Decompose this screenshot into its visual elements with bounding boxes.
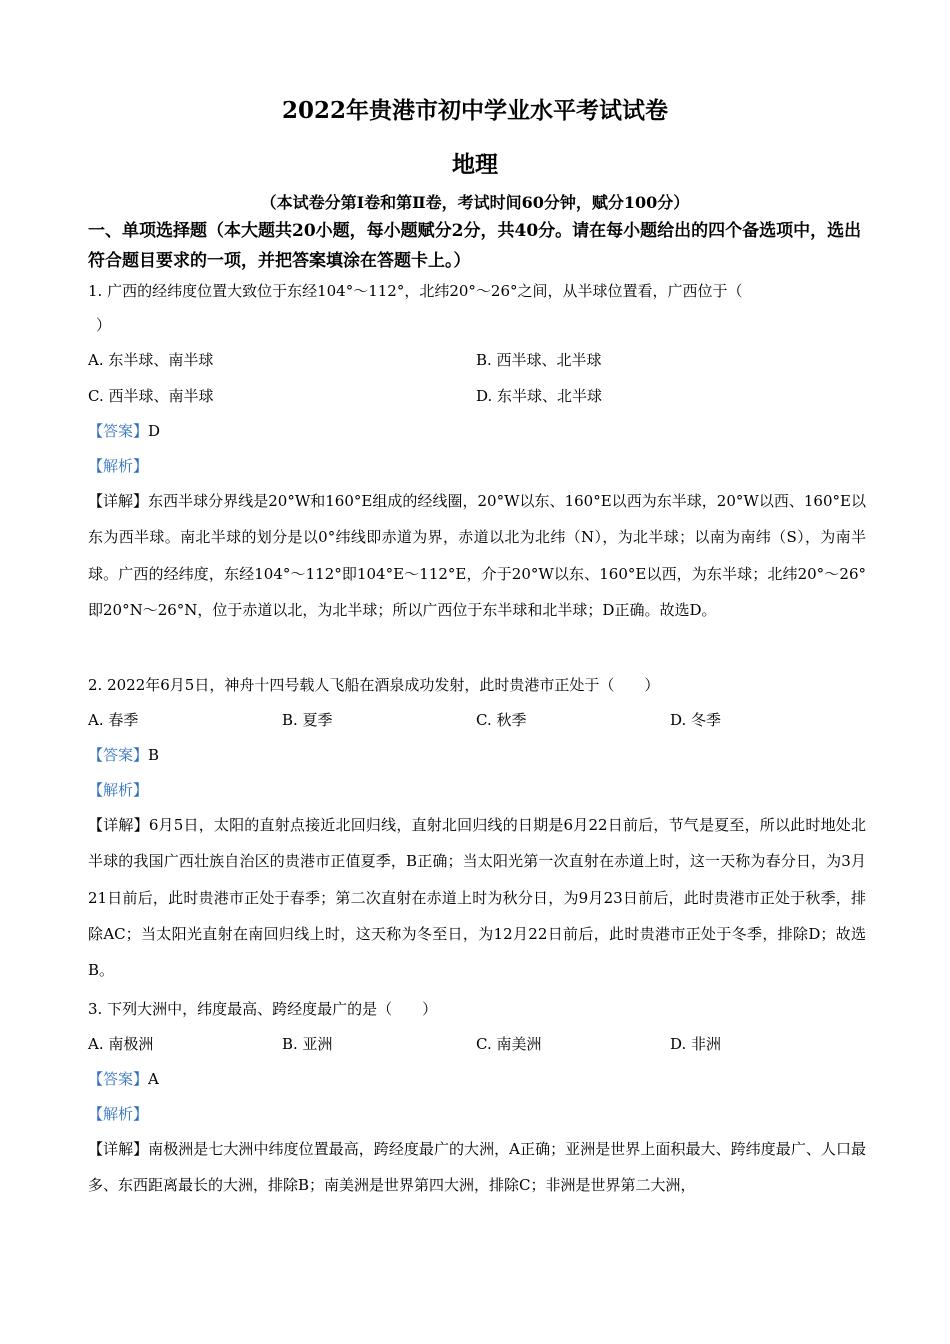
exam-title: 2022年贵港市初中学业水平考试试卷: [281, 97, 668, 124]
analysis-label: 【解析】: [88, 781, 149, 799]
q1-answer: [88, 421, 160, 441]
q2-answer: [88, 745, 159, 765]
q1-option-a: A. 东半球、南半球: [88, 351, 214, 369]
q2-answer-value: B: [148, 746, 160, 764]
detail-label: 【详解】: [88, 816, 149, 834]
q3-answer: [88, 1069, 159, 1089]
q3-stem: 3. 下列大洲中，纬度最高、跨经度最广的是（ ）: [88, 1000, 438, 1018]
answer-label: 【答案】: [88, 422, 149, 440]
q3-option-b: B. 亚洲: [282, 1035, 333, 1053]
answer-label: 【答案】: [88, 1070, 149, 1088]
q1-detail-text: 东西半球分界线是20°W和160°E组成的经线圈，20°W以东、160°E以西为东半球，20°W以西、160°E以东为西半球。南北半球的划分是以0°纬线即赤道为界，赤道以北为北纬（N），为北半球；以南为南纬（S），为南半球。广西的经纬度，东经104°～112°即104°E～112°E，介于20°W以东、160°E以西，为东半球；北纬20°～26°即20°N～26°N，位于赤道以北，为北半球；所以广西位于东半球和北半球；D正确。故选D。: [88, 492, 866, 619]
q1-option-b: B. 西半球、北半球: [476, 351, 602, 369]
detail-label: 【详解】: [88, 492, 149, 510]
q2-analysis: [88, 780, 148, 800]
q1-stem-close: ）: [96, 316, 112, 334]
q1-analysis: [88, 456, 148, 476]
q2-option-d: D. 冬季: [670, 711, 722, 729]
q2-detail: [88, 807, 866, 988]
q2-option-a: A. 春季: [88, 711, 139, 729]
analysis-label: 【解析】: [88, 1105, 149, 1123]
q2-option-b: B. 夏季: [282, 711, 333, 729]
subject-title: 地理: [452, 151, 498, 178]
q1-option-d: D. 东半球、北半球: [476, 387, 603, 405]
q1-answer-value: D: [148, 422, 161, 440]
q1-stem: 1. 广西的经纬度位置大致位于东经104°～112°，北纬20°～26°之间，从半球位置看，广西位于（: [88, 282, 743, 300]
q3-detail: [88, 1131, 866, 1204]
q3-option-d: D. 非洲: [670, 1035, 722, 1053]
q3-answer-value: A: [148, 1070, 159, 1088]
q2-detail-text: 6月5日，太阳的直射点接近北回归线，直射北回归线的日期是6月22日前后，节气是夏至，所以此时地处北半球的我国广西壮族自治区的贵港市正值夏季，B正确；当太阳光第一次直射在赤道上时，这一天称为春分日，为3月21日前后，此时贵港市正处于春季；第二次直射在赤道上时为秋分日，为9月23日前后，此时贵港市正处于秋季，排除AC；当太阳光直射在南回归线上时，这天称为冬至日，为12月22日前后，此时贵港市正处于冬季，排除D；故选B。: [88, 816, 866, 980]
q3-option-a: A. 南极洲: [88, 1035, 154, 1053]
q3-detail-text: 南极洲是七大洲中纬度位置最高，跨经度最广的大洲，A正确；亚洲是世界上面积最大、跨纬度最广、人口最多、东西距离最长的大洲，排除B；南美洲是世界第四大洲，排除C；非洲是世界第二大洲，: [88, 1140, 866, 1195]
q1-option-c: C. 西半球、南半球: [88, 387, 214, 405]
q1-detail: [88, 483, 866, 628]
answer-label: 【答案】: [88, 746, 149, 764]
q3-analysis: [88, 1104, 148, 1124]
q2-stem: 2. 2022年6月5日，神舟十四号载人飞船在酒泉成功发射，此时贵港市正处于（ ）: [88, 676, 660, 694]
q2-option-c: C. 秋季: [476, 711, 527, 729]
analysis-label: 【解析】: [88, 457, 149, 475]
section-heading: 一、单项选择题（本大题共20小题，每小题赋分2分，共40分。请在每小题给出的四个备选项中，选出符合题目要求的一项，并把答案填涂在答题卡上。）: [88, 221, 862, 271]
exam-note: （本试卷分第Ⅰ卷和第Ⅱ卷，考试时间60分钟，赋分100分）: [260, 193, 690, 212]
detail-label: 【详解】: [88, 1140, 149, 1158]
q3-option-c: C. 南美洲: [476, 1035, 542, 1053]
